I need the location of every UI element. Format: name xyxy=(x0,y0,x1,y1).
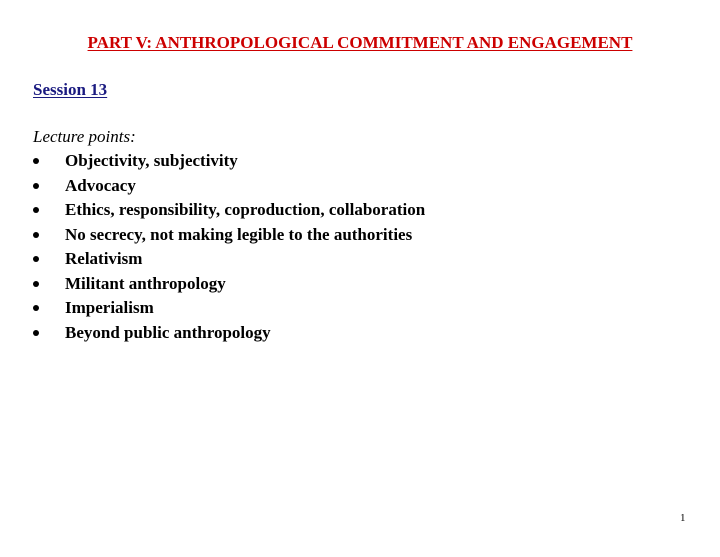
list-item-text: No secrecy, not making legible to the authorities xyxy=(65,224,413,244)
bullet-icon xyxy=(33,207,39,213)
bullet-icon xyxy=(33,305,39,311)
bullet-icon xyxy=(33,330,39,336)
list-item-text: Advocacy xyxy=(65,175,136,195)
bullet-icon xyxy=(33,183,39,189)
bullet-icon xyxy=(33,256,39,262)
list-item-text: Objectivity, subjectivity xyxy=(65,151,238,170)
lecture-points-heading: Lecture points: xyxy=(33,127,136,146)
list-item-text: Militant anthropology xyxy=(65,273,226,293)
list-item-text: Imperialism xyxy=(65,298,154,317)
slide-title: PART V: ANTHROPOLOGICAL COMMITMENT AND ENGAGEMENT xyxy=(87,33,633,52)
list-item-text: Beyond public anthropology xyxy=(65,322,271,342)
session-heading: Session 13 xyxy=(33,80,108,99)
list-item-text: Ethics, responsibility, coproduction, collaboration xyxy=(65,200,426,219)
page-number: 1 xyxy=(680,512,686,524)
list-item-text: Relativism xyxy=(65,249,143,268)
bullet-icon xyxy=(33,158,39,164)
bullet-icon xyxy=(33,281,39,287)
bullet-icon xyxy=(33,232,39,238)
